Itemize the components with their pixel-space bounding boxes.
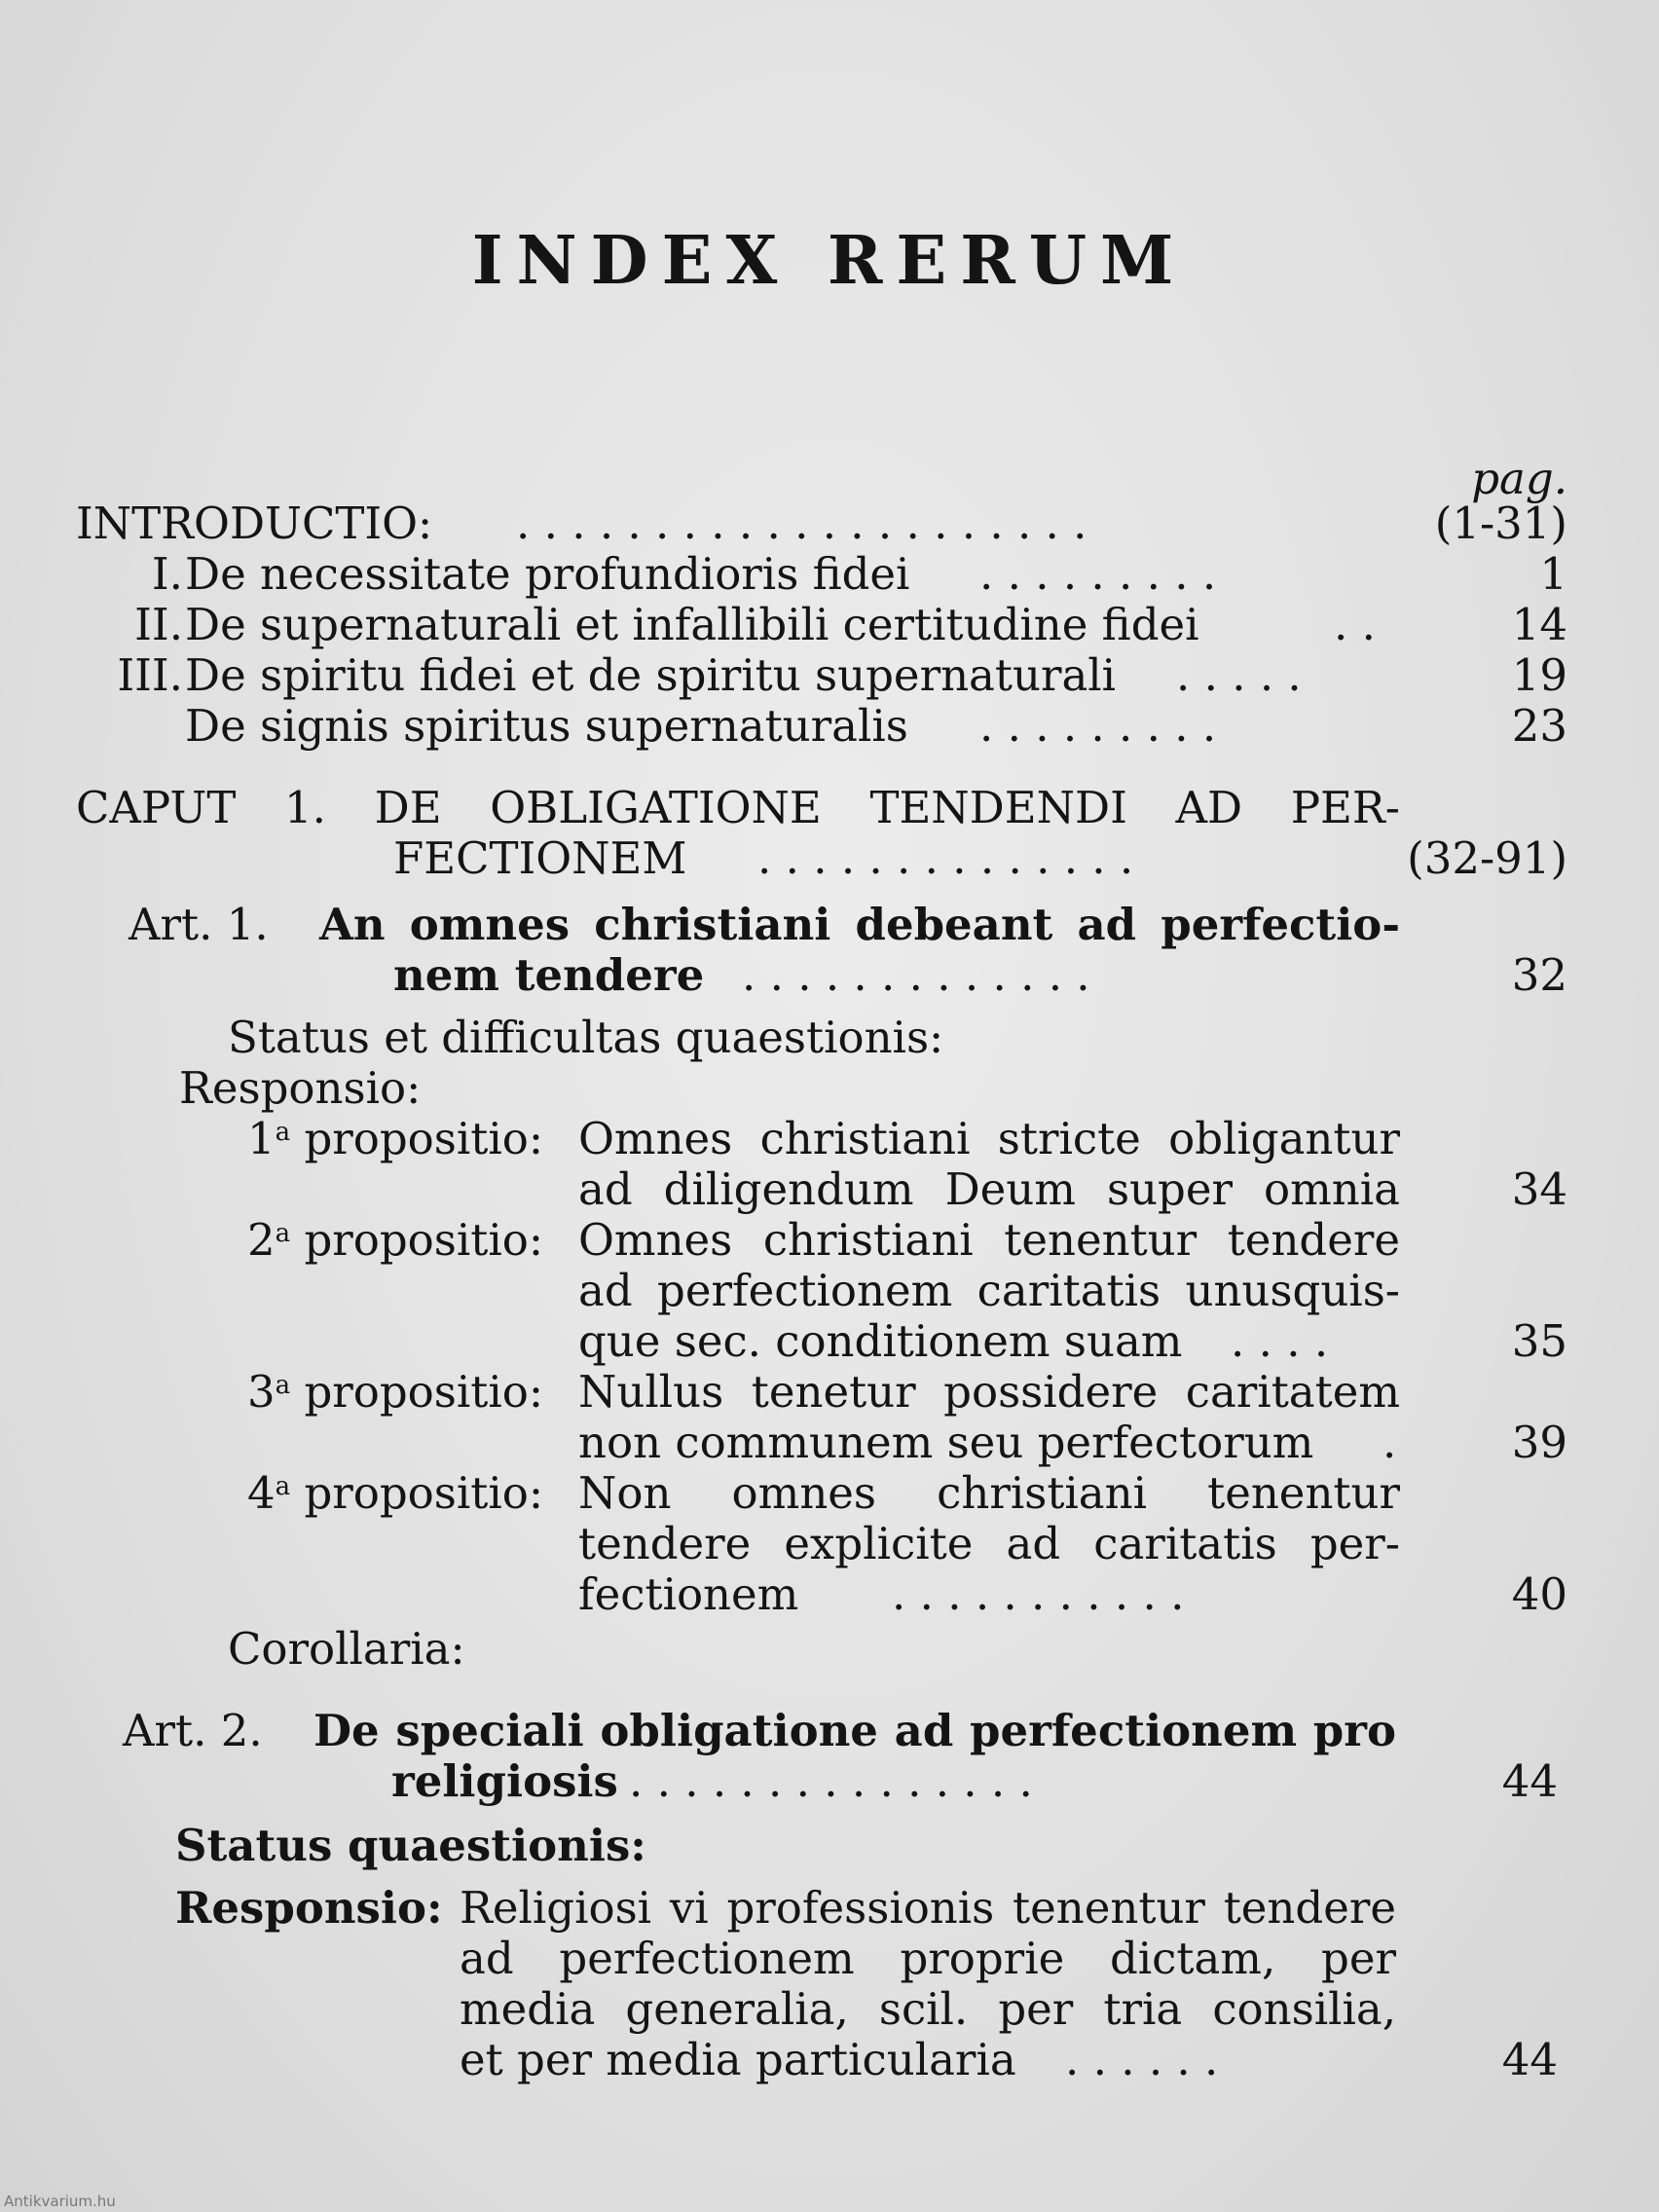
responsio-page: 44 [1501, 2034, 1558, 2085]
art1-page: 32 [1511, 949, 1567, 1001]
proposition-label: 2$^a$ propositio: [247, 1214, 543, 1266]
proposition-label: 3$^a$ propositio: [247, 1366, 543, 1418]
art2-status-label: Status quaestionis: [175, 1820, 646, 1871]
proposition-dots: . . . . [1231, 1315, 1329, 1367]
art1-responsio: Responsio: [179, 1062, 422, 1114]
proposition-page: 35 [1511, 1315, 1567, 1367]
proposition-label: 1$^a$ propositio: [247, 1113, 543, 1164]
proposition-dots: . . . . . . . . . . . [892, 1568, 1185, 1620]
intro-item-dots: . . . . . . . . . [979, 700, 1217, 752]
responsio-text-line: ad perfectionem proprie dictam, per [460, 1933, 1396, 1984]
proposition-text-line: ad perfectionem caritatis unusquis- [578, 1265, 1400, 1316]
intro-item-page: 1 [1539, 548, 1567, 600]
art2-responsio-label: Responsio: [175, 1882, 443, 1934]
intro-item-dots: . . . . . [1176, 649, 1302, 701]
proposition-dots: . [1382, 1417, 1397, 1468]
caput-heading-line1: CAPUT 1. DE OBLIGATIONE TENDENDI AD PER- [76, 782, 1400, 833]
proposition-label: 4$^a$ propositio: [247, 1467, 543, 1519]
intro-item-dots: . . . . . . . . . [979, 548, 1217, 600]
art2-title-line2: religiosis [391, 1755, 618, 1807]
proposition-page: 39 [1511, 1417, 1567, 1468]
intro-item-page: 14 [1511, 599, 1567, 650]
intro-item-text: De supernaturali et infallibili certitudine fidei [185, 599, 1199, 650]
page-title: INDEX RERUM [471, 222, 1188, 300]
intro-item-num: I. [151, 548, 183, 600]
proposition-text-line: Omnes christiani stricte obligantur [578, 1113, 1400, 1164]
art2-title-line1: De speciali obligatione ad perfectionem pro [313, 1705, 1396, 1756]
intro-item-text: De spiritu fidei et de spiritu supernaturali [185, 649, 1117, 701]
art1-dots: . . . . . . . . . . . . . [742, 949, 1090, 1001]
proposition-text-line: fectionem [578, 1568, 799, 1620]
responsio-dots: . . . . . . [1065, 2034, 1219, 2085]
art1-title-line2: nem tendere [393, 949, 705, 1001]
responsio-text-line: media generalia, scil. per tria consilia, [460, 1983, 1396, 2035]
art1-corollaria: Corollaria: [228, 1623, 465, 1675]
proposition-text-line: tendere explicite ad caritatis per- [578, 1518, 1400, 1569]
caput-dots: . . . . . . . . . . . . . . [757, 832, 1134, 884]
proposition-text-line: ad diligendum Deum super omnia [578, 1163, 1400, 1215]
intro-page: (1-31) [1434, 498, 1567, 549]
caput-heading-line2: FECTIONEM [393, 832, 687, 884]
art1-status: Status et difficultas quaestionis: [228, 1012, 944, 1063]
intro-item-num: II. [134, 599, 183, 650]
proposition-text-line: Non omnes christiani tenentur [578, 1467, 1400, 1519]
intro-item-page: 19 [1511, 649, 1567, 701]
intro-item-text: De necessitate profundioris fidei [185, 548, 910, 600]
intro-item-page: 23 [1511, 700, 1567, 752]
art1-title-line1: An omnes christiani debeant ad perfectio- [319, 899, 1400, 950]
intro-item-num: III. [117, 649, 183, 701]
responsio-text-line: et per media particularia [460, 2034, 1016, 2085]
intro-item-dots: . . [1334, 599, 1376, 650]
watermark: Antikvarium.hu [4, 2193, 116, 2210]
proposition-text-line: non communem seu perfectorum [578, 1417, 1314, 1468]
caput-page: (32-91) [1407, 832, 1567, 884]
pag-label: pag. [1471, 453, 1567, 504]
proposition-text-line: Nullus tenetur possidere caritatem [578, 1366, 1400, 1418]
intro-label: INTRODUCTIO: [76, 498, 433, 549]
art2-label: Art. 2. [123, 1705, 263, 1756]
art1-label: Art. 1. [129, 899, 269, 950]
intro-item-text: De signis spiritus supernaturalis [185, 700, 908, 752]
proposition-page: 34 [1511, 1163, 1567, 1215]
proposition-text-line: Omnes christiani tenentur tendere [578, 1214, 1400, 1266]
art2-dots: . . . . . . . . . . . . . . . [629, 1755, 1033, 1807]
proposition-page: 40 [1511, 1568, 1567, 1620]
responsio-text-line: Religiosi vi professionis tenentur tendere [460, 1882, 1396, 1934]
proposition-text-line: que sec. conditionem suam [578, 1315, 1183, 1367]
intro-dots: . . . . . . . . . . . . . . . . . . . . . [516, 498, 1088, 549]
art2-page: 44 [1501, 1755, 1558, 1807]
